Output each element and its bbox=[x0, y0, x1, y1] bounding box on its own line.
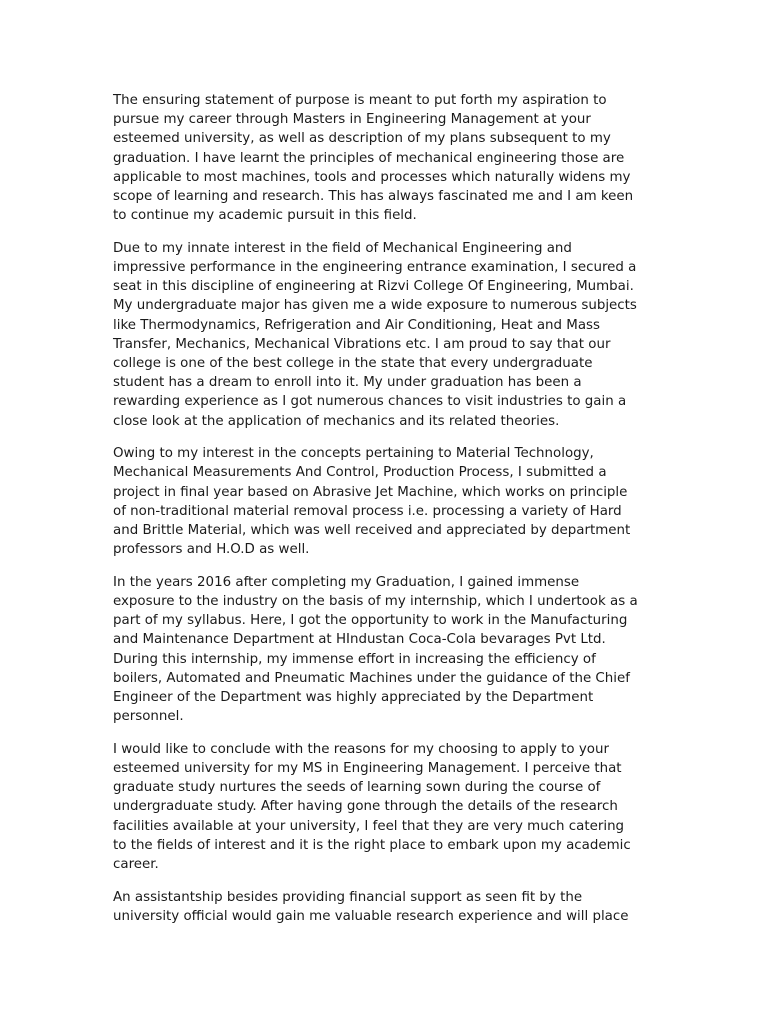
text-line: like Thermodynamics, Refrigeration and Air Conditioning, Heat and Mass bbox=[113, 317, 600, 333]
text-line: boilers, Automated and Pneumatic Machines under the guidance of the Chief bbox=[113, 670, 630, 686]
text-line: In the years 2016 after completing my Graduation, I gained immense bbox=[113, 574, 580, 590]
text-line: Mechanical Measurements And Control, Production Process, I submitted a bbox=[113, 465, 607, 481]
text-line: esteemed university for my MS in Engineering Management. I perceive that bbox=[113, 761, 622, 777]
text-line: to continue my academic pursuit in this field. bbox=[113, 208, 417, 224]
text-line: close look at the application of mechanics and its related theories. bbox=[113, 413, 560, 429]
text-line: scope of learning and research. This has always fascinated me and I am keen bbox=[113, 189, 634, 205]
text-line: esteemed university, as well as description of my plans subsequent to my bbox=[113, 131, 611, 147]
text-line: university official would gain me valuable research experience and will place bbox=[113, 908, 629, 924]
text-line: and Maintenance Department at HIndustan Coca-Cola bevarages Pvt Ltd. bbox=[113, 632, 606, 648]
text-line: project in final year based on Abrasive Jet Machine, which works on principle bbox=[113, 484, 628, 500]
text-line: facilities available at your university, I feel that they are very much catering bbox=[113, 818, 625, 834]
text-line: and Brittle Material, which was well received and appreciated by department bbox=[113, 523, 631, 539]
text-line: exposure to the industry on the basis of my internship, which I undertook as a bbox=[113, 594, 638, 610]
paragraph-5 bbox=[113, 740, 651, 874]
text-line: to the fields of interest and it is the right place to embark upon my academic bbox=[113, 837, 631, 853]
text-line: Transfer, Mechanics, Mechanical Vibrations etc. I am proud to say that our bbox=[113, 336, 611, 352]
text-line: rewarding experience as I got numerous chances to visit industries to gain a bbox=[113, 394, 627, 410]
text-line: part of my syllabus. Here, I got the opportunity to work in the Manufacturing bbox=[113, 613, 628, 629]
text-line: personnel. bbox=[113, 709, 184, 725]
text-line: During this internship, my immense effort in increasing the efficiency of bbox=[113, 651, 596, 667]
paragraph-3 bbox=[113, 444, 651, 559]
text-line: applicable to most machines, tools and processes which naturally widens my bbox=[113, 169, 631, 185]
text-line: of non-traditional material removal process i.e. processing a variety of Hard bbox=[113, 503, 622, 519]
text-line: graduate study nurtures the seeds of learning sown during the course of bbox=[113, 780, 601, 796]
text-line: An assistantship besides providing financial support as seen fit by the bbox=[113, 889, 583, 905]
text-line: Due to my innate interest in the field of Mechanical Engineering and bbox=[113, 240, 572, 256]
paragraph-6 bbox=[113, 888, 651, 926]
text-line: My undergraduate major has given me a wide exposure to numerous subjects bbox=[113, 298, 637, 314]
text-line: graduation. I have learnt the principles of mechanical engineering those are bbox=[113, 150, 625, 166]
text-line: pursue my career through Masters in Engineering Management at your bbox=[113, 112, 591, 128]
text-line: college is one of the best college in the state that every undergraduate bbox=[113, 356, 593, 372]
text-line: professors and H.O.D as well. bbox=[113, 542, 310, 558]
text-line: student has a dream to enroll into it. My under graduation has been a bbox=[113, 375, 582, 391]
text-line: Engineer of the Department was highly appreciated by the Department bbox=[113, 690, 594, 706]
paragraph-1 bbox=[113, 91, 651, 225]
text-line: career. bbox=[113, 857, 159, 873]
text-line: seat in this discipline of engineering at Rizvi College Of Engineering, Mumbai. bbox=[113, 279, 634, 295]
text-line: I would like to conclude with the reasons for my choosing to apply to your bbox=[113, 741, 609, 757]
text-line: undergraduate study. After having gone through the details of the research bbox=[113, 799, 618, 815]
text-line: The ensuring statement of purpose is meant to put forth my aspiration to bbox=[113, 93, 607, 108]
text-line: impressive performance in the engineering entrance examination, I secured a bbox=[113, 260, 637, 276]
text-line: Owing to my interest in the concepts pertaining to Material Technology, bbox=[113, 446, 594, 462]
paragraph-4 bbox=[113, 573, 651, 727]
paragraph-2 bbox=[113, 239, 651, 431]
document-body bbox=[113, 91, 651, 939]
